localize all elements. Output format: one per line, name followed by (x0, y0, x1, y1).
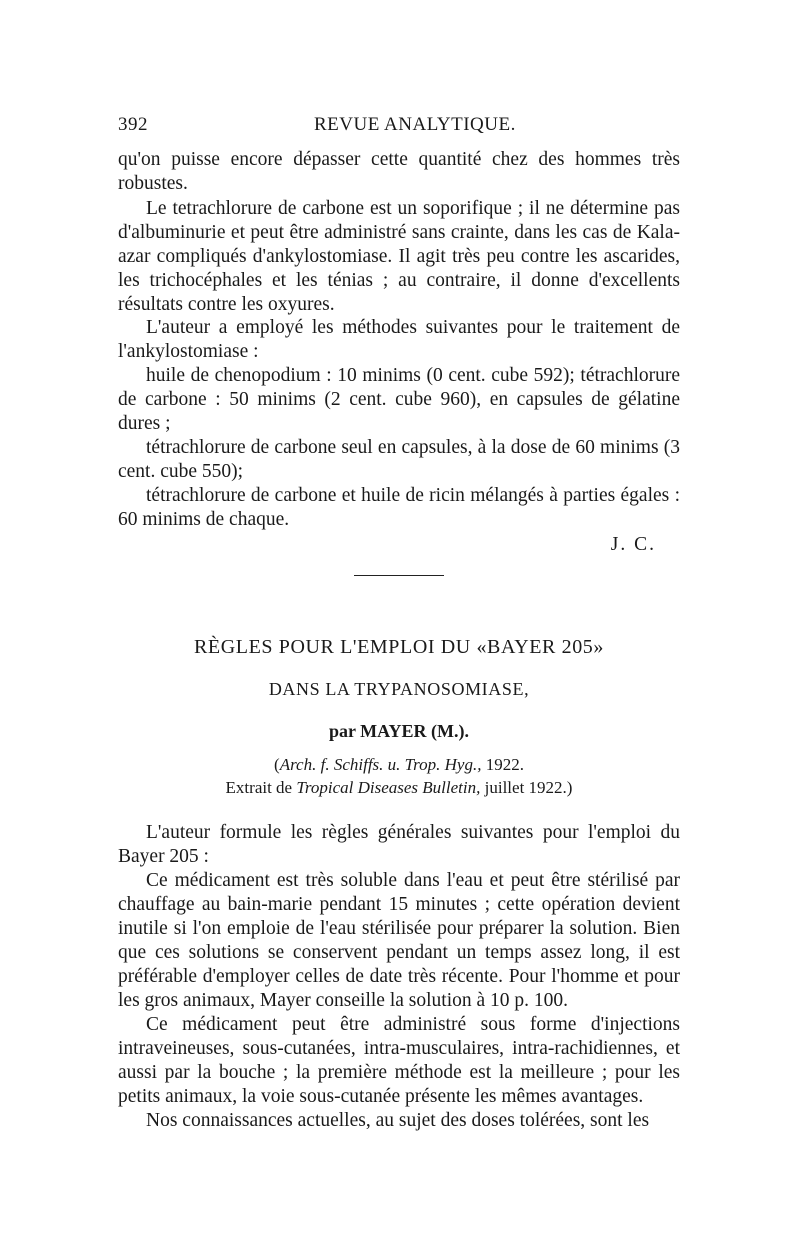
author-initials: J. C. (610, 534, 656, 555)
page-number: 392 (118, 114, 148, 135)
article-author: par MAYER (M.). (329, 721, 469, 741)
article-paragraph: Ce médicament est très soluble dans l'eau et peut être stérilisé par chauffage au bain-marie pendant 15 minutes ; cette opération devient inutile si l'on emploie de l'eau stérilisée pour préparer la solution. Bien que ces solutions se conservent pendant un temps assez long, il est préférable d'employer celles de date très récente. Pour l'homme et pour les gros animaux, Mayer conseille la solution à 10 p. 100. (118, 870, 680, 1011)
previous-article-paragraph: L'auteur a employé les méthodes suivantes pour le traitement de l'ankylostomiase : (118, 317, 680, 362)
method-item: huile de chenopodium : 10 minims (0 cent. cube 592); tétrachlorure de carbone : 50 minims (2 cent. cube 960), en capsules de gélatine dures ; (118, 365, 680, 434)
method-item: tétrachlorure de carbone seul en capsules, à la dose de 60 minims (3 cent. cube 550); (118, 437, 680, 482)
section-divider (354, 575, 444, 576)
article-title: RÈGLES POUR L'EMPLOI DU «BAYER 205» (193, 636, 604, 658)
running-head: REVUE ANALYTIQUE. (314, 114, 516, 135)
article-paragraph: L'auteur formule les règles générales suivantes pour l'emploi du Bayer 205 : (118, 822, 680, 867)
source-journal: Arch. f. Schiffs. u. Trop. Hyg., (279, 755, 482, 774)
article-paragraph: Ce médicament peut être administré sous forme d'injections intraveineuses, sous-cutanées, intra-musculaires, intra-rachidiennes, et aussi par la bouche ; la première méthode est la meilleure ; pour les petits animaux, la voie sous-cutanée présente les mêmes avantages. (118, 1014, 680, 1107)
extract-prefix: Extrait de (225, 778, 293, 797)
article-subtitle: DANS LA TRYPANOSOMIASE, (268, 679, 530, 699)
previous-article-paragraph: qu'on puisse encore dépasser cette quantité chez des hommes très robustes. (118, 149, 680, 194)
source-year: 1922. (485, 755, 524, 774)
previous-article-paragraph: Le tetrachlorure de carbone est un soporifique ; il ne détermine pas d'albuminurie et peut être administré sans crainte, dans les cas de Kala-azar compliqués d'ankylostomiase. Il agit très peu contre les ascarides, les trichocéphales et les ténias ; au contraire, il donne d'excellents résultats contre les oxyures. (118, 198, 680, 315)
page-header (118, 114, 680, 140)
article-paragraph: Nos connaissances actuelles, au sujet des doses tolérées, sont les (146, 1110, 650, 1131)
source-citation: (Arch. f. Schiffs. u. Trop. Hyg., 1922. Extrait de Tropical Diseases Bulletin, juillet 1922.) (225, 755, 573, 797)
extract-date: juillet 1922.) (484, 778, 573, 797)
method-item: tétrachlorure de carbone et huile de ricin mélangés à parties égales : 60 minims de chaque. (118, 485, 680, 530)
extract-journal: Tropical Diseases Bulletin, (296, 778, 481, 797)
